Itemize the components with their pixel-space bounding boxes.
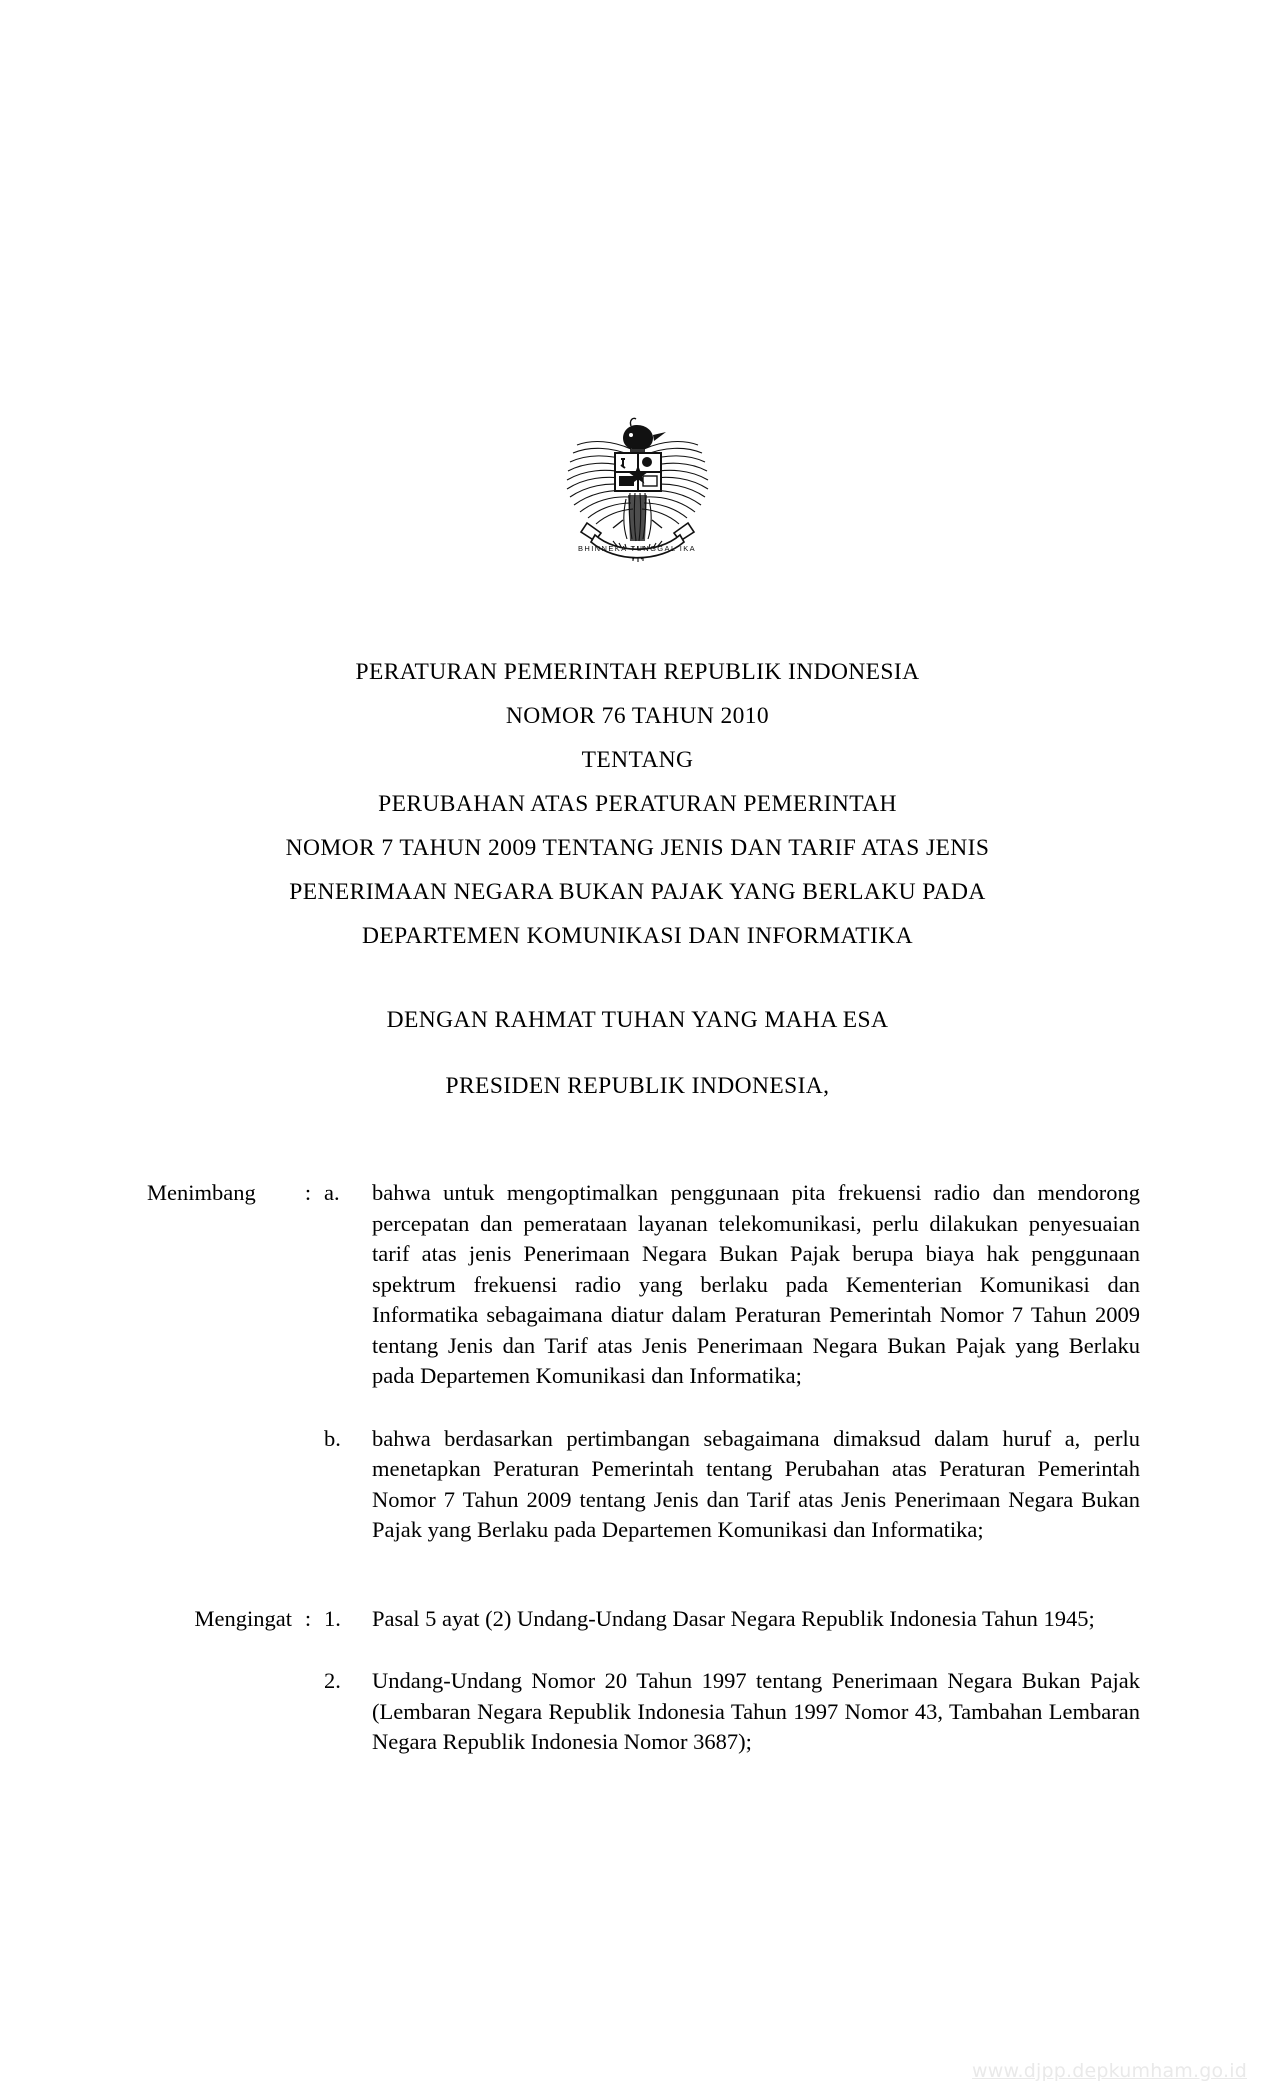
title-line-1: PERATURAN PEMERINTAH REPUBLIK INDONESIA (355, 659, 920, 685)
legal-basis-text-2 (372, 1666, 1140, 1758)
document-title-block (0, 650, 1275, 1108)
title-line-3: TENTANG (581, 747, 694, 773)
title-line-6: PENERIMAAN NEGARA BUKAN PAJAK YANG BERLAKU PADA (289, 879, 986, 905)
document-body (0, 1178, 1275, 1758)
legal-basis-text-1 (372, 1604, 1140, 1635)
title-line-4: PERUBAHAN ATAS PERATURAN PEMERINTAH (378, 791, 897, 817)
considerations-paragraph-a: bahwa untuk mengoptimalkan penggunaan pita frekuensi radio dan mendorong percepatan dan pemerataan layanan telekomunikasi, perlu dilakukan penyesuaian tarif atas jenis Penerimaan Negara Bukan Pajak berupa biaya hak penggunaan spektrum frekuensi radio yang berlaku pada Kementerian Komunikasi dan Informatika sebagaimana diatur dalam Peraturan Pemerintah Nomor 7 Tahun 2009 tentang Jenis dan Tarif atas Jenis Penerimaan Negara Bukan Pajak yang Berlaku pada Departemen Komunikasi dan Informatika; (372, 1180, 1140, 1388)
considerations-item-a (0, 1178, 1275, 1392)
body-spacer-3 (0, 1634, 1275, 1666)
legal-basis-item-1 (0, 1604, 1275, 1635)
title-spacer-1 (0, 958, 1275, 998)
source-watermark: www.djpp.depkumham.go.id (972, 2060, 1247, 2082)
legal-basis-item-2 (0, 1666, 1275, 1758)
legal-basis-marker-2: 2. (324, 1668, 341, 1693)
authority-line: PRESIDEN REPUBLIK INDONESIA, (445, 1073, 830, 1099)
considerations-marker-b: b. (324, 1425, 341, 1451)
considerations-text-b (372, 1424, 1140, 1546)
legal-basis-paragraph-2: Undang-Undang Nomor 20 Tahun 1997 tentang Penerimaan Negara Bukan Pajak (Lembaran Negara Republik Indonesia Tahun 1997 Nomor 43, Tambahan Lembaran Negara Republik Indonesia Nomor 3687); (372, 1668, 1140, 1754)
emblem-motto-text: BHINNEKA TUNGGAL IKA (577, 544, 697, 553)
considerations-marker-a: a. (324, 1180, 340, 1205)
title-line-5: NOMOR 7 TAHUN 2009 TENTANG JENIS DAN TARIF ATAS JENIS (285, 835, 990, 861)
body-spacer-1 (0, 1392, 1275, 1424)
title-line-2: NOMOR 76 TAHUN 2010 (505, 703, 770, 729)
considerations-label: Menimbang (147, 1180, 256, 1205)
considerations-item-b (0, 1424, 1275, 1546)
considerations-paragraph-b: bahwa berdasarkan pertimbangan sebagaimana dimaksud dalam huruf a, perlu menetapkan Peraturan Pemerintah tentang Perubahan atas Peraturan Pemerintah Nomor 7 Tahun 2009 tentang Jenis dan Tarif atas Jenis Penerimaan Negara Bukan Pajak yang Berlaku pada Departemen Komunikasi dan Informatika; (372, 1425, 1140, 1542)
blessing-line: DENGAN RAHMAT TUHAN YANG MAHA ESA (386, 1007, 889, 1033)
considerations-colon: : (304, 1180, 312, 1205)
emblem-container (0, 415, 1275, 605)
legal-basis-marker-1: 1. (324, 1605, 341, 1631)
garuda-pancasila-emblem (535, 415, 740, 600)
title-spacer-2 (0, 1042, 1275, 1064)
considerations-text-a (372, 1178, 1140, 1392)
body-spacer-2 (0, 1546, 1275, 1604)
legal-basis-label: Mengingat (194, 1605, 292, 1631)
legal-basis-colon: : (304, 1605, 312, 1631)
title-line-7: DEPARTEMEN KOMUNIKASI DAN INFORMATIKA (361, 923, 914, 949)
legal-basis-paragraph-1: Pasal 5 ayat (2) Undang-Undang Dasar Negara Republik Indonesia Tahun 1945; (372, 1605, 1095, 1631)
